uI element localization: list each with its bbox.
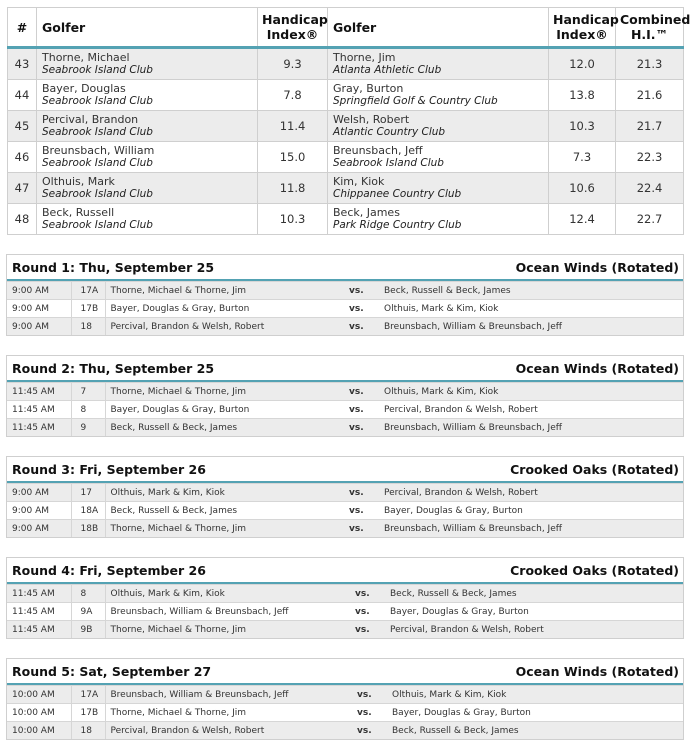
tee-time: 11:45 AM (7, 419, 71, 437)
table-row (8, 48, 684, 80)
round-section (6, 557, 684, 639)
rounds-list (6, 254, 684, 740)
golfer-club: Seabrook Island Club (42, 95, 153, 107)
header-text: Index® (266, 27, 319, 42)
round-header (7, 659, 683, 685)
header-text: Handicap (553, 12, 619, 27)
pairings-body (8, 48, 684, 235)
team-1: Breunsbach, William & Breunsbach, Jeff (105, 603, 355, 621)
starting-hole: 8 (71, 401, 105, 419)
header-text: H.I.™ (630, 27, 669, 42)
versus-label: vs. (355, 603, 385, 621)
starting-hole: 8 (71, 585, 105, 603)
round-title: Round 3: Fri, September 26 (12, 461, 206, 477)
versus-label: vs. (355, 621, 385, 639)
team-1: Thorne, Michael & Thorne, Jim (105, 704, 357, 722)
team-2: Breunsbach, William & Breunsbach, Jeff (379, 520, 683, 538)
team-2: Breunsbach, William & Breunsbach, Jeff (379, 419, 683, 437)
team-1: Olthuis, Mark & Kim, Kiok (105, 585, 355, 603)
course-name: Ocean Winds (Rotated) (515, 259, 679, 275)
match-row (7, 383, 683, 401)
team-1: Thorne, Michael & Thorne, Jim (105, 282, 349, 300)
golfer-1-cell (37, 204, 258, 235)
round-header (7, 558, 683, 584)
golfer-name: Kim, Kiok (333, 175, 385, 188)
tee-time: 11:45 AM (7, 621, 71, 639)
golfer-2-cell (328, 111, 549, 142)
golfer-name: Bayer, Douglas (42, 82, 126, 95)
starting-hole: 17A (71, 686, 105, 704)
golfer-name: Percival, Brandon (42, 113, 139, 126)
handicap-index-1: 11.8 (258, 173, 328, 204)
starting-hole: 18B (71, 520, 105, 538)
match-row (7, 621, 683, 639)
golfer-club: Seabrook Island Club (42, 64, 153, 76)
golfer-club: Seabrook Island Club (42, 188, 153, 200)
golfer-2-cell (328, 48, 549, 80)
golfer-club: Park Ridge Country Club (333, 219, 462, 231)
match-table (7, 382, 683, 436)
team-2: Percival, Brandon & Welsh, Robert (379, 484, 683, 502)
team-2: Percival, Brandon & Welsh, Robert (379, 401, 683, 419)
handicap-index-2: 10.6 (549, 173, 616, 204)
round-header (7, 255, 683, 281)
header-text: Combined (620, 12, 691, 27)
pairings-table (7, 7, 691, 235)
combined-handicap: 22.7 (616, 204, 684, 235)
header-golfer-2: Golfer (328, 8, 549, 48)
header-golfer-1: Golfer (37, 8, 258, 48)
round-title: Round 4: Fri, September 26 (12, 562, 206, 578)
match-table (7, 685, 683, 739)
tee-time: 10:00 AM (7, 704, 71, 722)
tee-time: 11:45 AM (7, 603, 71, 621)
header-text: Handicap (262, 12, 328, 27)
golfer-name: Olthuis, Mark (42, 175, 115, 188)
handicap-index-1: 15.0 (258, 142, 328, 173)
starting-hole: 18 (71, 318, 105, 336)
handicap-index-1: 11.4 (258, 111, 328, 142)
handicap-index-2: 12.0 (549, 48, 616, 80)
versus-label: vs. (349, 520, 379, 538)
header-number: # (8, 8, 37, 48)
tee-time: 9:00 AM (7, 520, 71, 538)
tee-time: 10:00 AM (7, 722, 71, 740)
golfer-name: Thorne, Michael (42, 51, 130, 64)
versus-label: vs. (349, 401, 379, 419)
golfer-2-cell (328, 173, 549, 204)
table-row (8, 204, 684, 235)
match-row (7, 401, 683, 419)
team-1: Percival, Brandon & Welsh, Robert (105, 722, 357, 740)
golfer-1-cell (37, 173, 258, 204)
team-number: 45 (8, 111, 37, 142)
tee-time: 9:00 AM (7, 484, 71, 502)
team-1: Bayer, Douglas & Gray, Burton (105, 300, 349, 318)
team-2: Breunsbach, William & Breunsbach, Jeff (379, 318, 683, 336)
golfer-club: Atlantic Country Club (333, 126, 446, 138)
combined-handicap: 21.6 (616, 80, 684, 111)
combined-handicap: 21.7 (616, 111, 684, 142)
team-2: Olthuis, Mark & Kim, Kiok (387, 686, 683, 704)
round-header (7, 356, 683, 382)
team-number: 47 (8, 173, 37, 204)
versus-label: vs. (349, 419, 379, 437)
handicap-index-2: 13.8 (549, 80, 616, 111)
tee-time: 9:00 AM (7, 502, 71, 520)
golfer-name: Breunsbach, Jeff (333, 144, 423, 157)
tee-time: 9:00 AM (7, 300, 71, 318)
course-name: Ocean Winds (Rotated) (515, 663, 679, 679)
team-2: Bayer, Douglas & Gray, Burton (385, 603, 683, 621)
golfer-name: Thorne, Jim (333, 51, 396, 64)
combined-handicap: 22.3 (616, 142, 684, 173)
team-number: 43 (8, 48, 37, 80)
team-number: 46 (8, 142, 37, 173)
team-1: Thorne, Michael & Thorne, Jim (105, 520, 349, 538)
golfer-club: Seabrook Island Club (42, 157, 153, 169)
round-title: Round 5: Sat, September 27 (12, 663, 212, 679)
match-row (7, 722, 683, 740)
versus-label: vs. (349, 282, 379, 300)
table-row (8, 142, 684, 173)
golfer-name: Breunsbach, William (42, 144, 155, 157)
versus-label: vs. (349, 383, 379, 401)
pairings-header-row (8, 8, 684, 48)
golfer-club: Seabrook Island Club (42, 126, 153, 138)
golfer-1-cell (37, 48, 258, 80)
tee-time: 9:00 AM (7, 318, 71, 336)
team-2: Beck, Russell & Beck, James (379, 282, 683, 300)
golfer-name: Beck, James (333, 206, 400, 219)
team-2: Bayer, Douglas & Gray, Burton (387, 704, 683, 722)
team-2: Olthuis, Mark & Kim, Kiok (379, 300, 683, 318)
match-table (7, 483, 683, 537)
handicap-index-2: 10.3 (549, 111, 616, 142)
starting-hole: 17A (71, 282, 105, 300)
starting-hole: 18 (71, 722, 105, 740)
round-section (6, 456, 684, 538)
handicap-index-1: 7.8 (258, 80, 328, 111)
starting-hole: 17B (71, 300, 105, 318)
starting-hole: 18A (71, 502, 105, 520)
team-number: 44 (8, 80, 37, 111)
golfer-name: Gray, Burton (333, 82, 404, 95)
team-1: Bayer, Douglas & Gray, Burton (105, 401, 349, 419)
header-handicap-index-1 (258, 8, 328, 48)
round-title: Round 2: Thu, September 25 (12, 360, 215, 376)
match-row (7, 282, 683, 300)
golfer-name: Welsh, Robert (333, 113, 410, 126)
versus-label: vs. (349, 300, 379, 318)
team-1: Olthuis, Mark & Kim, Kiok (105, 484, 349, 502)
team-2: Olthuis, Mark & Kim, Kiok (379, 383, 683, 401)
tee-time: 11:45 AM (7, 585, 71, 603)
course-name: Ocean Winds (Rotated) (515, 360, 679, 376)
table-row (8, 111, 684, 142)
tee-time: 11:45 AM (7, 401, 71, 419)
team-1: Beck, Russell & Beck, James (105, 502, 349, 520)
course-name: Crooked Oaks (Rotated) (510, 562, 679, 578)
team-1: Beck, Russell & Beck, James (105, 419, 349, 437)
match-row (7, 520, 683, 538)
team-number: 48 (8, 204, 37, 235)
team-1: Breunsbach, William & Breunsbach, Jeff (105, 686, 357, 704)
page-content (6, 7, 691, 740)
match-row (7, 484, 683, 502)
versus-label: vs. (349, 318, 379, 336)
golfer-2-cell (328, 142, 549, 173)
combined-handicap: 22.4 (616, 173, 684, 204)
handicap-index-1: 10.3 (258, 204, 328, 235)
team-2: Beck, Russell & Beck, James (387, 722, 683, 740)
table-row (8, 80, 684, 111)
team-2: Bayer, Douglas & Gray, Burton (379, 502, 683, 520)
starting-hole: 17B (71, 704, 105, 722)
golfer-1-cell (37, 111, 258, 142)
round-header (7, 457, 683, 483)
starting-hole: 9 (71, 419, 105, 437)
tee-time: 10:00 AM (7, 686, 71, 704)
match-row (7, 603, 683, 621)
table-row (8, 173, 684, 204)
golfer-club: Seabrook Island Club (42, 219, 153, 231)
header-handicap-index-2 (549, 8, 619, 48)
golfer-club: Chippanee Country Club (333, 188, 462, 200)
match-row (7, 686, 683, 704)
handicap-index-2: 7.3 (549, 142, 616, 173)
golfer-name: Beck, Russell (42, 206, 115, 219)
match-row (7, 318, 683, 336)
match-row (7, 300, 683, 318)
versus-label: vs. (357, 722, 387, 740)
handicap-index-2: 12.4 (549, 204, 616, 235)
golfer-2-cell (328, 204, 549, 235)
team-2: Beck, Russell & Beck, James (385, 585, 683, 603)
golfer-club: Seabrook Island Club (333, 157, 444, 169)
golfer-1-cell (37, 80, 258, 111)
course-name: Crooked Oaks (Rotated) (510, 461, 679, 477)
team-1: Thorne, Michael & Thorne, Jim (105, 383, 349, 401)
versus-label: vs. (355, 585, 385, 603)
match-table (7, 281, 683, 335)
starting-hole: 9B (71, 621, 105, 639)
match-row (7, 585, 683, 603)
golfer-club: Atlanta Athletic Club (333, 64, 442, 76)
versus-label: vs. (357, 686, 387, 704)
tee-time: 11:45 AM (7, 383, 71, 401)
starting-hole: 9A (71, 603, 105, 621)
versus-label: vs. (349, 484, 379, 502)
header-text: Index® (556, 27, 608, 42)
header-combined-hi (616, 8, 691, 48)
match-row (7, 419, 683, 437)
team-2: Percival, Brandon & Welsh, Robert (385, 621, 683, 639)
golfer-club: Springfield Golf & Country Club (333, 95, 498, 107)
starting-hole: 17 (71, 484, 105, 502)
team-1: Percival, Brandon & Welsh, Robert (105, 318, 349, 336)
round-section (6, 355, 684, 437)
combined-handicap: 21.3 (616, 48, 684, 80)
tee-time: 9:00 AM (7, 282, 71, 300)
round-section (6, 254, 684, 336)
match-row (7, 704, 683, 722)
golfer-2-cell (328, 80, 549, 111)
golfer-1-cell (37, 142, 258, 173)
round-title: Round 1: Thu, September 25 (12, 259, 215, 275)
team-1: Thorne, Michael & Thorne, Jim (105, 621, 355, 639)
match-table (7, 584, 683, 638)
match-row (7, 502, 683, 520)
versus-label: vs. (357, 704, 387, 722)
handicap-index-1: 9.3 (258, 48, 328, 80)
versus-label: vs. (349, 502, 379, 520)
round-section (6, 658, 684, 740)
starting-hole: 7 (71, 383, 105, 401)
